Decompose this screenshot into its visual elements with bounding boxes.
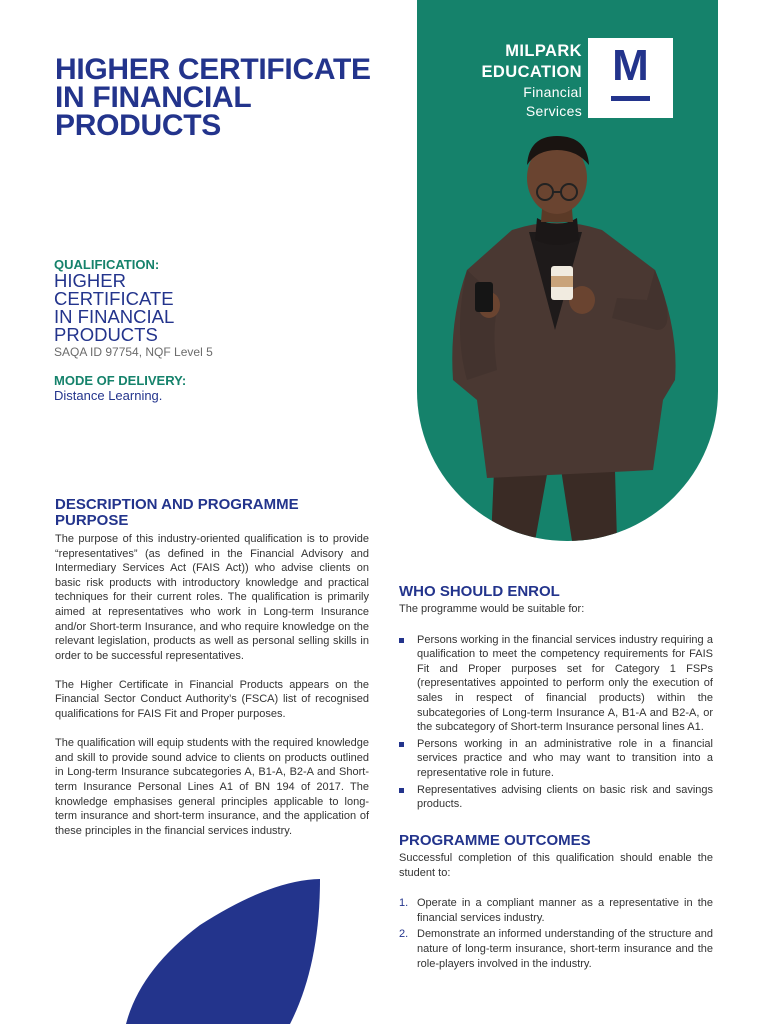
saqa-id: SAQA ID 97754, NQF Level 5 [54, 345, 213, 359]
description-paragraph: The purpose of this industry-oriented qualification is to provide “representatives” (as defined in the Financial Advisory and Intermediary Services Act (FAIS Act)) who advise clients on basic risk products with introductory knowledge and practical techniques for their current roles. The qualification is primarily aimed at representatives who work in Long-term Insurance and/or Short-term Insurance, and who require knowledge on the relevant legislation, products as well as personal selling skills in order to be successful representatives. [55, 533, 369, 662]
list-item [399, 633, 713, 735]
milpark-logo [588, 38, 673, 118]
brand-line: Financial [523, 84, 582, 100]
qualification-name-line: CERTIFICATE [54, 288, 174, 309]
outcomes-intro: Successful completion of this qualification should enable the student to: [399, 852, 713, 879]
qualification-name-line: HIGHER [54, 270, 126, 291]
mode-block [54, 373, 374, 403]
enrol-item-text: Representatives advising clients on basic risk and savings products. [417, 783, 713, 811]
description-section [55, 497, 369, 853]
decorative-leaf-shape [120, 875, 325, 1024]
list-item [399, 896, 713, 925]
brand-name [482, 41, 582, 121]
enrol-list [399, 633, 713, 812]
enrol-item-text: Persons working in the financial services industry requiring a qualification to meet the competency requirements for FAIS Fit and Proper purposes set for Category 1 FSPs (representatives appointed to perform only the execution of sales in respect of financial products) within the subcategories of Long-term Insurance A, B1-A and B2-A, or the subcategory of Short-term Insurance personal lines A1. [417, 633, 713, 734]
qualification-label: QUALIFICATION: [54, 257, 160, 272]
brand-line: MILPARK [505, 42, 582, 60]
outcome-number: 1. [399, 897, 409, 910]
bullet-icon [399, 742, 404, 747]
bullet-icon [399, 788, 404, 793]
description-paragraph: The Higher Certificate in Financial Products appears on the Financial Sector Conduct Authority’s (FSCA) list of recognised qualifications for FAIS Fit and Proper purposes. [55, 678, 369, 721]
page-title: HIGHER CERTIFICATE IN FINANCIAL PRODUCTS [55, 53, 371, 142]
brand-line: Services [525, 103, 582, 119]
outcome-text: Operate in a compliant manner as a representative in the financial services industry. [417, 897, 713, 924]
mode-label: MODE OF DELIVERY: [54, 373, 187, 388]
description-heading: DESCRIPTION AND PROGRAMME PURPOSE [55, 496, 299, 529]
outcomes-section [399, 833, 713, 973]
outcome-number: 2. [399, 928, 409, 941]
enrol-section [399, 584, 713, 814]
list-item [399, 783, 713, 812]
enrol-heading: WHO SHOULD ENROL [399, 583, 560, 600]
mode-value: Distance Learning. [54, 388, 163, 403]
qualification-block [54, 257, 374, 359]
outcome-text: Demonstrate an informed understanding of the structure and nature of long-term insurance, short-term insurance and the role-players involved in the industry. [417, 928, 713, 970]
qualification-name-line: PRODUCTS [54, 324, 158, 345]
enrol-item-text: Persons working in an administrative role in a financial services practice and who may want to transition into a representative role in future. [417, 737, 713, 779]
qualification-name-line: IN FINANCIAL [54, 306, 175, 327]
list-item [399, 737, 713, 781]
list-item [399, 927, 713, 971]
outcomes-heading: PROGRAMME OUTCOMES [399, 832, 591, 849]
brand-line: EDUCATION [481, 63, 582, 81]
outcomes-list [399, 896, 713, 971]
logo-letter: M [612, 41, 649, 90]
enrol-intro: The programme would be suitable for: [399, 603, 585, 615]
bullet-icon [399, 638, 404, 643]
logo-underline [611, 96, 650, 101]
description-paragraph: The qualification will equip students with the required knowledge and skill to provide sound advice to clients on products outlined in Long-term Insurance subcategories A, B1-A, B2-A and Short-term Insurance Personal Lines A1 of BN 194 of 2017. The knowledge emphasises general principles applicable to long-term insurance and short-term insurance, and the application of these principles in the financial services industry. [55, 737, 369, 837]
